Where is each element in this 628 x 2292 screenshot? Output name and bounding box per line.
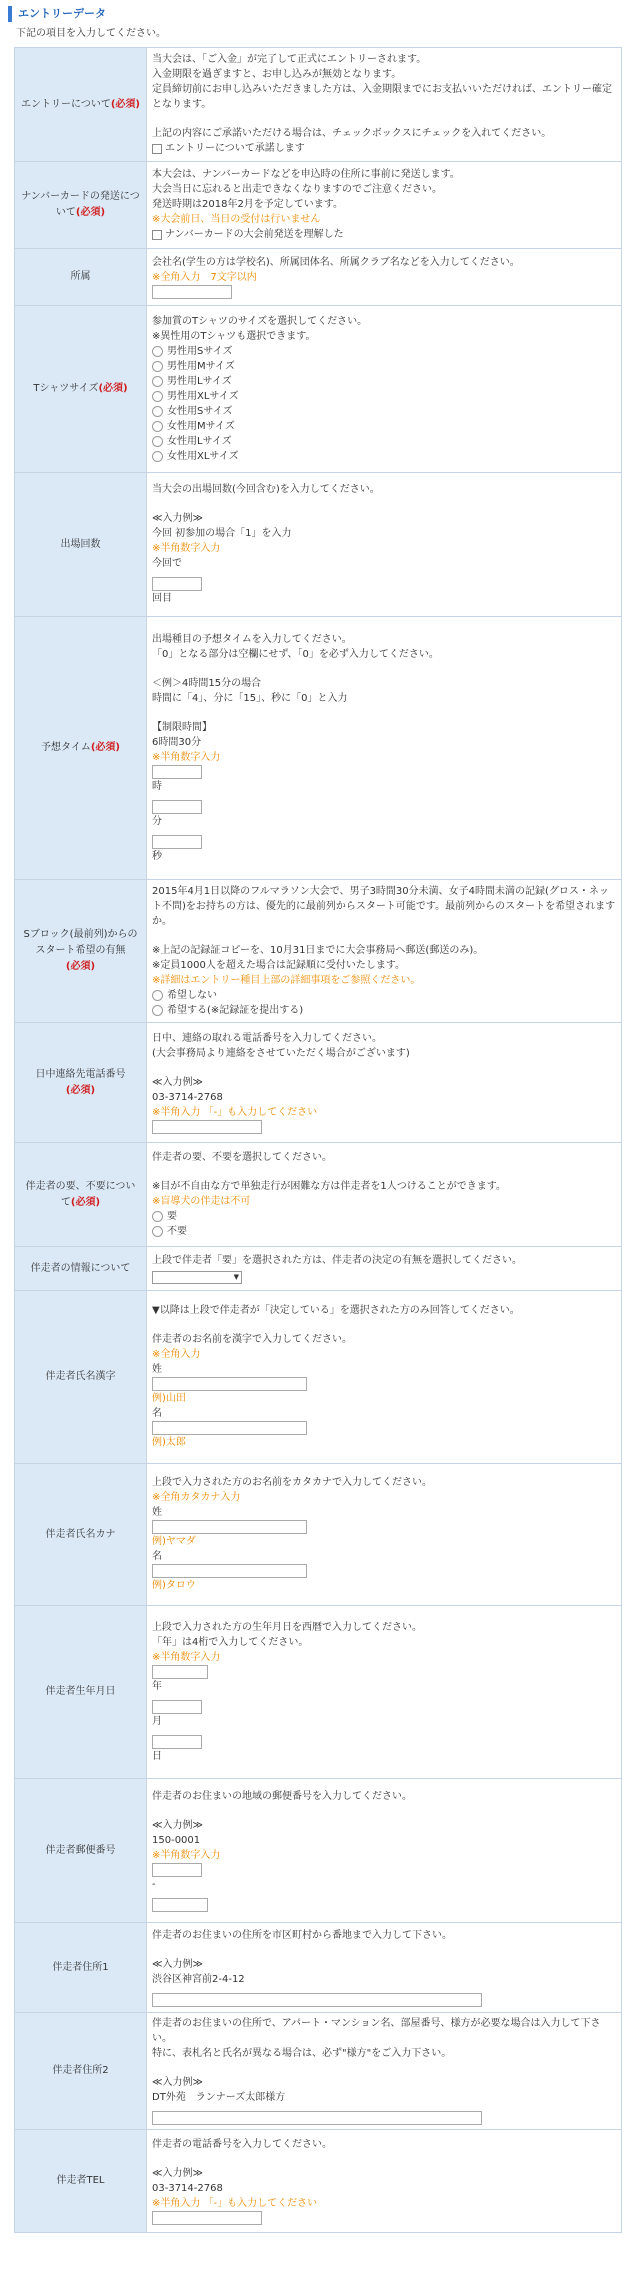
guide-zip-second-input[interactable] — [152, 1898, 208, 1912]
checkbox-box[interactable] — [152, 230, 162, 240]
guide-birth-month-input[interactable] — [152, 1700, 202, 1714]
radio-button[interactable] — [152, 376, 163, 387]
guide-address-1-input[interactable] — [152, 1993, 482, 2007]
guide-birth-day-input[interactable] — [152, 1735, 202, 1749]
guide-first-name-input[interactable] — [152, 1421, 307, 1435]
guide-decided-select[interactable] — [152, 1271, 242, 1284]
affiliation-input[interactable] — [152, 285, 232, 299]
row-guide-need: 伴走者の要、不要について(必須) 伴走者の要、不要を選択してください。 ※目が不自由な方で単独走行が困難な方は伴走者を1人つけることができます。 ※盲導犬の伴走は不可 要 不要 — [15, 1143, 622, 1247]
guide-last-name-input[interactable] — [152, 1377, 307, 1391]
hours-input[interactable] — [152, 765, 202, 779]
row-guide-address-1: 伴走者住所1 伴走者のお住まいの住所を市区町村から番地まで入力して下さい。 ≪入力例≫ 渋谷区神宮前2-4-12 — [15, 1923, 622, 2013]
guide-need-option[interactable]: 要 — [152, 1209, 616, 1224]
row-appearances: 出場回数 当大会の出場回数(今回含む)を入力してください。 ≪入力例≫ 今回 初参加の場合「1」を入力 ※半角数字入力 今回で 回目 — [15, 473, 622, 617]
label-number-card: ナンバーカードの発送について(必須) — [15, 162, 147, 249]
row-guide-zip: 伴走者郵便番号 伴走者のお住まいの地域の郵便番号を入力してください。 ≪入力例≫ 150-0001 ※半角数字入力 - — [15, 1779, 622, 1923]
row-expected-time: 予想タイム(必須) 出場種目の予想タイムを入力してください。 「0」となる部分は空欄にせず、「0」を必ず入力してください。 ＜例＞4時間15分の場合 時間に「4」、分に「15」、秒に「0」と入力 【制限時間】 6時間30分 ※半角数字入力 時 分 秒 — [15, 617, 622, 880]
label-daytime-phone: 日中連絡先電話番号 (必須) — [15, 1023, 147, 1143]
tshirt-option[interactable]: 男性用Sサイズ — [152, 344, 616, 359]
label-guide-name: 伴走者氏名漢字 — [15, 1291, 147, 1464]
row-guide-tel: 伴走者TEL 伴走者の電話番号を入力してください。 ≪入力例≫ 03-3714-2768 ※半角入力 「-」も入力してください — [15, 2130, 622, 2233]
row-guide-info: 伴走者の情報について 上段で伴走者「要」を選択された方は、伴走者の決定の有無を選択してください。 ▼ — [15, 1247, 622, 1291]
label-affiliation: 所属 — [15, 249, 147, 306]
radio-button[interactable] — [152, 361, 163, 372]
label-guide-need: 伴走者の要、不要について(必須) — [15, 1143, 147, 1247]
tshirt-option[interactable]: 女性用XLサイズ — [152, 449, 616, 464]
s-block-option[interactable]: 希望する(※記録証を提出する) — [152, 1003, 616, 1018]
tshirt-option[interactable]: 女性用Sサイズ — [152, 404, 616, 419]
guide-last-name-kana-input[interactable] — [152, 1520, 307, 1534]
required-mark: (必須) — [110, 98, 140, 110]
tshirt-option[interactable]: 女性用Mサイズ — [152, 419, 616, 434]
row-guide-name: 伴走者氏名漢字 ▼以降は上段で伴走者が「決定している」を選択された方のみ回答してください。 伴走者のお名前を漢字で入力してください。 ※全角入力 姓 例)山田 名 例)太郎 — [15, 1291, 622, 1464]
label-appearances: 出場回数 — [15, 473, 147, 617]
label-tshirt: Tシャツサイズ(必須) — [15, 306, 147, 473]
label-guide-address-2: 伴走者住所2 — [15, 2013, 147, 2130]
label-guide-tel: 伴走者TEL — [15, 2130, 147, 2233]
row-guide-birth: 伴走者生年月日 上段で入力された方の生年月日を西暦で入力してください。 「年」は4桁で入力してください。 ※半角数字入力 年 月 日 — [15, 1606, 622, 1779]
tshirt-option[interactable]: 男性用XLサイズ — [152, 389, 616, 404]
entry-form-table — [14, 47, 622, 2233]
radio-button[interactable] — [152, 451, 163, 462]
label-entry: エントリーについて(必須) — [15, 48, 147, 162]
radio-button[interactable] — [152, 391, 163, 402]
row-number-card: ナンバーカードの発送について(必須) 本大会は、ナンバーカードなどを申込時の住所に事前に発送します。 大会当日に忘れると出走できなくなりますのでご注意ください。 発送時期は2018年2月を予定しています。 ※大会前日、当日の受付は行いません ナンバーカードの大会前発送を理解した — [15, 162, 622, 249]
label-guide-address-1: 伴走者住所1 — [15, 1923, 147, 2013]
guide-need-option[interactable]: 不要 — [152, 1224, 616, 1239]
radio-button[interactable] — [152, 990, 163, 1001]
radio-button[interactable] — [152, 406, 163, 417]
tshirt-option[interactable]: 男性用Mサイズ — [152, 359, 616, 374]
row-guide-address-2: 伴走者住所2 伴走者のお住まいの住所で、アパート・マンション名、部屋番号、様方が必要な場合は入力して下さい。 特に、表札名と氏名が異なる場合は、必ず"様方"をご入力下さい。 ≪入力例≫ DT外苑 ランナーズ太郎様方 — [15, 2013, 622, 2130]
guide-tel-input[interactable] — [152, 2211, 262, 2225]
tshirt-option[interactable]: 男性用Lサイズ — [152, 374, 616, 389]
label-guide-info: 伴走者の情報について — [15, 1247, 147, 1291]
chevron-down-icon: ▼ — [233, 1272, 239, 1281]
radio-button[interactable] — [152, 346, 163, 357]
radio-button[interactable] — [152, 1226, 163, 1237]
guide-first-name-kana-input[interactable] — [152, 1564, 307, 1578]
tshirt-option[interactable]: 女性用Lサイズ — [152, 434, 616, 449]
row-daytime-phone: 日中連絡先電話番号 (必須) 日中、連絡の取れる電話番号を入力してください。 (大会事務局より連絡をさせていただく場合がございます) ≪入力例≫ 03-3714-2768 ※半角入力 「-」も入力してください — [15, 1023, 622, 1143]
section-title: エントリーデータ — [8, 6, 628, 22]
entry-line-3: 定員締切前にお申し込みいただきました方は、入金期限までにお支払いいただければ、エントリー確定となります。 — [152, 84, 612, 110]
entry-confirm-line: 上記の内容にご承諾いただける場合は、チェックボックスにチェックを入れてください。 — [152, 128, 552, 139]
entry-line-2: 入金期限を過ぎますと、お申し込みが無効となります。 — [152, 69, 402, 80]
row-affiliation: 所属 会社名(学生の方は学校名)、所属団体名、所属クラブ名などを入力してください。 ※全角入力 7文字以内 — [15, 249, 622, 306]
s-block-option[interactable]: 希望しない — [152, 988, 616, 1003]
radio-button[interactable] — [152, 1211, 163, 1222]
intro-text: 下記の項目を入力してください。 — [16, 28, 166, 39]
number-card-note: ※大会前日、当日の受付は行いません — [152, 214, 321, 225]
label-guide-zip: 伴走者郵便番号 — [15, 1779, 147, 1923]
row-s-block: Sブロック(最前列)からのスタート希望の有無 (必須) 2015年4月1日以降のフルマラソン大会で、男子3時間30分未満、女子4時間未満の記録(グロス・ネット不問)をお持ちの方は、優先的に最前列からスタート可能です。最前列からのスタートを希望されますか。 ※上記の記録証コピーを、10月31日までに大会事務局へ郵送(郵送のみ)。 ※定員1000人を超えた場合は記録順に受付いたします。 ※詳細はエントリー種目上部の詳細事項をご参照ください。 希望しない 希望する(※記録証を提出する) — [15, 880, 622, 1023]
guide-zip-first-input[interactable] — [152, 1863, 202, 1877]
seconds-input[interactable] — [152, 835, 202, 849]
row-tshirt: Tシャツサイズ(必須) 参加賞のTシャツのサイズを選択してください。 ※異性用のTシャツも選択できます。 男性用Sサイズ 男性用Mサイズ 男性用Lサイズ 男性用XLサイズ 女性用Sサイズ 女性用Mサイズ 女性用Lサイズ 女性用XLサイズ — [15, 306, 622, 473]
entry-line-1: 当大会は、「ご入金」が完了して正式にエントリーされます。 — [152, 54, 427, 65]
minutes-input[interactable] — [152, 800, 202, 814]
radio-button[interactable] — [152, 1005, 163, 1016]
entry-agree-checkbox[interactable]: エントリーについて承諾します — [152, 141, 616, 156]
label-s-block: Sブロック(最前列)からのスタート希望の有無 (必須) — [15, 880, 147, 1023]
number-card-checkbox[interactable]: ナンバーカードの大会前発送を理解した — [152, 227, 616, 242]
guide-address-2-input[interactable] — [152, 2111, 482, 2125]
checkbox-box[interactable] — [152, 144, 162, 154]
radio-button[interactable] — [152, 436, 163, 447]
label-guide-birth: 伴走者生年月日 — [15, 1606, 147, 1779]
label-guide-kana: 伴走者氏名カナ — [15, 1464, 147, 1606]
row-entry — [15, 48, 622, 162]
radio-button[interactable] — [152, 421, 163, 432]
label-expected-time: 予想タイム(必須) — [15, 617, 147, 880]
guide-birth-year-input[interactable] — [152, 1665, 208, 1679]
appearances-input[interactable] — [152, 577, 202, 591]
daytime-phone-input[interactable] — [152, 1120, 262, 1134]
row-guide-kana: 伴走者氏名カナ 上段で入力された方のお名前をカタカナで入力してください。 ※全角カタカナ入力 姓 例)ヤマダ 名 例)タロウ — [15, 1464, 622, 1606]
